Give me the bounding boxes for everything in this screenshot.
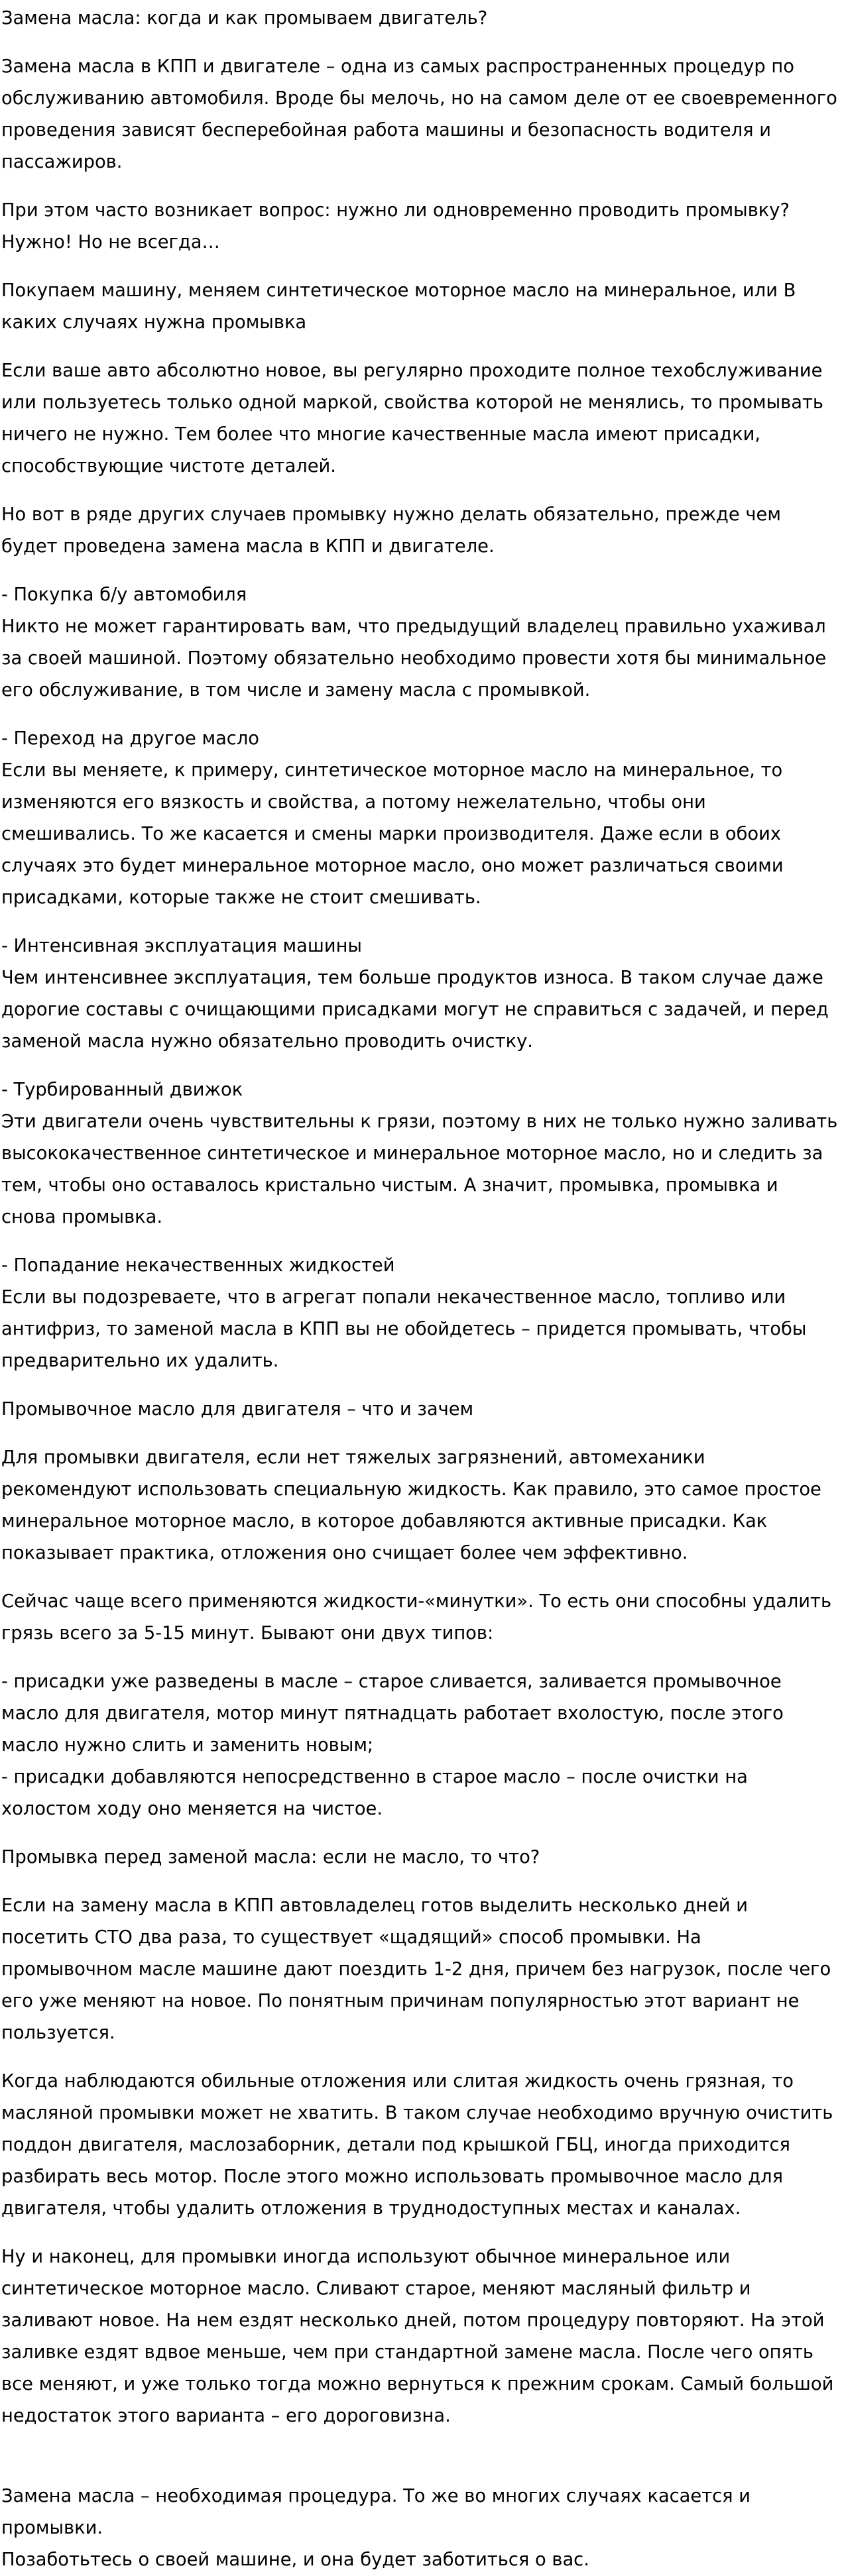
case-heading: - Интенсивная эксплуатация машины <box>1 936 362 956</box>
case-text: Эти двигатели очень чувствительны к грязи, поэтому в них не только нужно заливать высококачественное синтетическое и минеральное моторное масло, но и следить за тем, чтобы оно оставалось кристально чистым. А значит, промывка, промывка и снова промывка. <box>1 1111 838 1227</box>
must-flush-paragraph: Но вот в ряде других случаев промывку нужно делать обязательно, прежде чем будет проведена замена масла в КПП и двигателе. <box>1 504 781 557</box>
list-item: - присадки добавляются непосредственно в старое масло – после очистки на холостом ходу оно меняется на чистое. <box>1 1767 748 1819</box>
intro-paragraph: Замена масла в КПП и двигателе – одна из самых распространенных процедур по обслуживанию автомобиля. Вроде бы мелочь, но на самом деле от ее своевременного проведения зависят бесперебойная работа машины и безопасность водителя и пассажиров. <box>1 56 837 172</box>
gentle-method-paragraph: Если на замену масла в КПП автовладелец готов выделить несколько дней и посетить СТО два раза, то существует «щадящий» способ промывки. На промывочном масле машине дают поездить 1-2 дня, причем без нагрузок, после чего его уже меняют на новое. По понятным причинам популярностью этот вариант не пользуется. <box>1 1895 831 2043</box>
heavy-deposits-paragraph: Когда наблюдаются обильные отложения или слитая жидкость очень грязная, то масляной промывки может не хватить. В таком случае необходимо вручную очистить поддон двигателя, маслозаборник, детали под крышкой ГБЦ, иногда приходится разбирать весь мотор. После этого можно использовать промывочное масло для двигателя, чтобы удалить отложения в труднодоступных местах и каналах. <box>1 2071 833 2219</box>
case-text: Если вы меняете, к примеру, синтетическое моторное масло на минеральное, то изменяются его вязкость и свойства, а потому нежелательно, чтобы они смешивались. То же касается и смены марки производителя. Даже если в обоих случаях это будет минеральное моторное масло, оно может различаться своими присадками, которые также не стоит смешивать. <box>1 760 784 908</box>
case-oil-change <box>1 723 838 914</box>
flush-oil-paragraph: Для промывки двигателя, если нет тяжелых загрязнений, автомеханики рекомендуют использовать специальную жидкость. Как правило, это самое простое минеральное моторное масло, в которое добавляются активные присадки. Как показывает практика, отложения оно счищает более чем эффективно. <box>1 1447 821 1563</box>
no-flush-paragraph: Если ваше авто абсолютно новое, вы регулярно проходите полное техобслуживание или пользуетесь только одной маркой, свойства которой не менялись, то промывать ничего не нужно. Тем более что многие качественные масла имеют присадки, способствующие чистоте деталей. <box>1 361 823 476</box>
subheading-alternatives: Промывка перед заменой масла: если не масло, то что? <box>1 1847 540 1868</box>
types-list <box>1 1666 838 1825</box>
conclusion-line: Позаботьтесь о своей машине, и она будет заботиться о вас. <box>1 2549 589 2570</box>
case-heading: - Попадание некачественных жидкостей <box>1 1255 395 1276</box>
regular-oil-paragraph: Ну и наконец, для промывки иногда используют обычное минеральное или синтетическое моторное масло. Сливают старое, меняют масляный фильтр и заливают новое. На нем ездят несколько дней, потом процедуру повторяют. На этой заливке ездят вдвое меньше, чем при стандартной замене масла. После чего опять все меняют, и уже только тогда можно вернуться к прежним срокам. Самый большой недостаток этого варианта – его дороговизна. <box>1 2247 834 2426</box>
conclusion-paragraph <box>1 2481 838 2576</box>
minutes-paragraph: Сейчас чаще всего применяются жидкости-«минутки». То есть они способны удалить грязь всего за 5-15 минут. Бывают они двух типов: <box>1 1591 832 1644</box>
case-bad-fluids <box>1 1250 838 1377</box>
question-paragraph: При этом часто возникает вопрос: нужно ли одновременно проводить промывку? Нужно! Но не всегда… <box>1 200 790 252</box>
case-used-car <box>1 579 838 706</box>
subheading-flush-oil: Промывочное масло для двигателя – что и зачем <box>1 1399 474 1420</box>
article-title: Замена масла: когда и как промываем двигатель? <box>1 8 488 28</box>
list-item: - присадки уже разведены в масле – старое сливается, заливается промывочное масло для двигателя, мотор минут пятнадцать работает вхолостую, после этого масло нужно слить и заменить новым; <box>1 1671 784 1756</box>
subheading-when-flush: Покупаем машину, меняем синтетическое моторное масло на минеральное, или В каких случаях нужна промывка <box>1 280 796 333</box>
case-text: Никто не может гарантировать вам, что предыдущий владелец правильно ухаживал за своей машиной. Поэтому обязательно необходимо провести хотя бы минимальное его обслуживание, в том числе и замену масла с промывкой. <box>1 616 827 700</box>
case-heading: - Турбированный движок <box>1 1080 243 1100</box>
case-turbo-engine <box>1 1074 838 1233</box>
case-text: Если вы подозреваете, что в агрегат попали некачественное масло, топливо или антифриз, то заменой масла в КПП вы не обойдетесь – придется промывать, чтобы предварительно их удалить. <box>1 1287 807 1371</box>
case-heading: - Переход на другое масло <box>1 728 259 749</box>
case-heading: - Покупка б/у автомобиля <box>1 585 247 605</box>
conclusion-line: Замена масла – необходимая процедура. То же во многих случаях касается и промывки. <box>1 2486 751 2538</box>
case-intensive-use <box>1 930 838 1058</box>
case-text: Чем интенсивнее эксплуатация, тем больше продуктов износа. В таком случае даже дорогие составы с очищающими присадками могут не справиться с задачей, и перед заменой масла нужно обязательно проводить очистку. <box>1 968 829 1052</box>
